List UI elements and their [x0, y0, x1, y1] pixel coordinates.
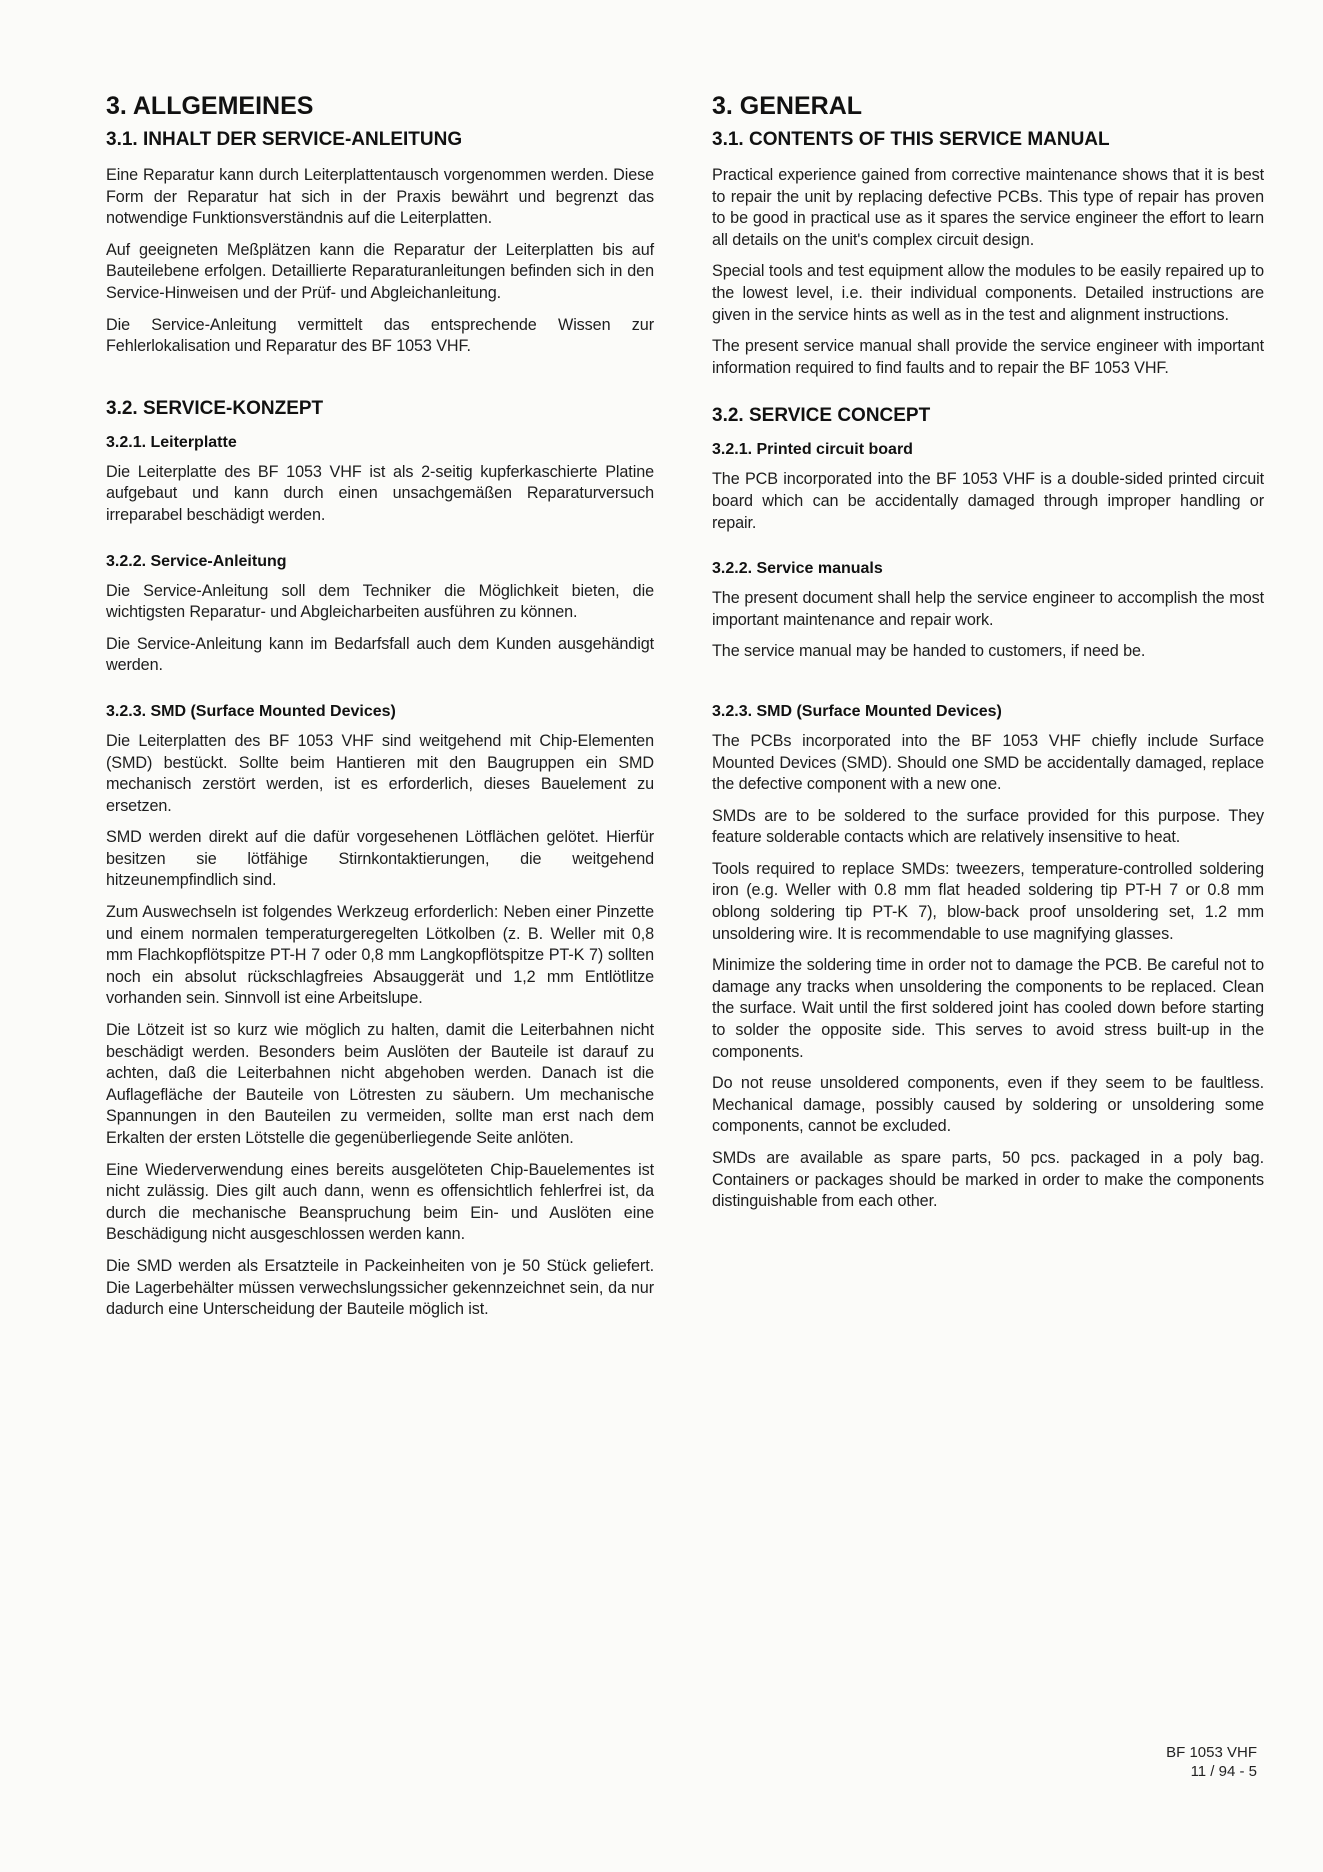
paragraph: SMDs are available as spare parts, 50 pcs. packaged in a poly bag. Containers or packages should be marked in order to make the components distinguishable from each other.	[712, 1149, 1264, 1211]
paragraph: Die Lötzeit ist so kurz wie möglich zu halten, damit die Leiterbahnen nicht beschädigt werden. Besonders beim Auslöten der Bauteile ist darauf zu achten, daß die Leiterbahnen nicht abgehoben werden. Danach ist die Auflagefläche der Bauteile von Lötresten zu säubern. Um mechanische Spannungen in den Bauteilen zu vermeiden, sollte man erst nach dem Erkalten der ersten Lötstelle die gegenüberliegende Seite anlöten.	[106, 1021, 654, 1147]
paragraph: Minimize the soldering time in order not to damage the PCB. Be careful not to damage any tracks when unsoldering the components to be replaced. Clean the surface. Wait until the first soldered joint has cooled down before starting to solder the opposite side. This serves to avoid stress built-up in the components.	[712, 956, 1264, 1061]
subsection-heading: 3.2.2. Service manuals	[712, 560, 883, 578]
paragraph: Tools required to replace SMDs: tweezers, temperature-controlled soldering iron (e.g. Weller with 0.8 mm flat headed soldering tip PT-H 7 or 0.8 mm oblong soldering tip PT-K 7), blow-back proof unsoldering set, 1.2 mm unsoldering wire. It is recommendable to use magnifying glasses.	[712, 859, 1264, 943]
subsection-heading: 3.2.2. Service-Anleitung	[106, 552, 287, 570]
page-number: 11 / 94 - 5	[1190, 1763, 1257, 1780]
subsection-heading: 3.2.1. Printed circuit board	[712, 441, 913, 459]
paragraph: Die Leiterplatte des BF 1053 VHF ist als 2-seitig kupferkaschierte Platine aufgebaut und kann durch einen unsachgemäßen Reparaturversuch irreparabel beschädigt werden.	[106, 462, 654, 524]
section-heading: 3.2. SERVICE CONCEPT	[712, 405, 931, 427]
section-title: 3. ALLGEMEINES	[106, 92, 314, 120]
paragraph: Die SMD werden als Ersatzteile in Packeinheiten von je 50 Stück geliefert. Die Lagerbehälter müssen verwechslungssicher gekennzeichnet sein, da nur dadurch eine Unterscheidung der Bauteile möglich ist.	[106, 1256, 654, 1319]
paragraph: Die Service-Anleitung kann im Bedarfsfall auch dem Kunden ausgehändigt werden.	[106, 634, 654, 675]
paragraph: Eine Wiederverwendung eines bereits ausgelöteten Chip-Bauelementes ist nicht zulässig. Dies gilt auch dann, wenn es offensichtlich fehlerfrei ist, da durch die mechanische Beanspruchung beim Ein- und Auslöten eine Beschädigung nicht ausgeschlossen werden kann.	[106, 1160, 654, 1244]
page-footer	[1166, 1743, 1257, 1781]
section-heading: 3.2. SERVICE-KONZEPT	[106, 397, 324, 419]
paragraph: The PCB incorporated into the BF 1053 VHF is a double-sided printed circuit board which can be accidentally damaged through improper handling or repair.	[712, 470, 1264, 532]
paragraph: Do not reuse unsoldered components, even if they seem to be faultless. Mechanical damage, possibly caused by soldering or unsoldering some components, cannot be excluded.	[712, 1074, 1264, 1136]
paragraph: Auf geeigneten Meßplätzen kann die Reparatur der Leiterplatten bis auf Bauteilebene erfolgen. Detaillierte Reparaturanleitungen befinden sich in den Service-Hinweisen und der Prüf- und Abgleichanleitung.	[106, 240, 654, 302]
subsection-heading: 3.2.3. SMD (Surface Mounted Devices)	[712, 702, 1002, 720]
english-column	[712, 92, 1264, 1223]
section-heading: 3.1. CONTENTS OF THIS SERVICE MANUAL	[712, 129, 1110, 150]
paragraph: The service manual may be handed to customers, if need be.	[712, 642, 1146, 661]
paragraph: Special tools and test equipment allow the modules to be easily repaired up to the lowest level, i.e. their individual components. Detailed instructions are given in the service hints as well as in the test and alignment instructions.	[712, 262, 1264, 324]
paragraph: The present service manual shall provide the service engineer with important information required to find faults and to repair the BF 1053 VHF.	[712, 337, 1264, 377]
paragraph: Die Service-Anleitung soll dem Techniker die Möglichkeit bieten, die wichtigsten Reparatur- und Abgleicharbeiten ausführen zu können.	[106, 581, 654, 622]
german-column	[106, 92, 654, 1331]
paragraph: Die Leiterplatten des BF 1053 VHF sind weitgehend mit Chip-Elementen (SMD) bestückt. Sollte beim Hantieren mit den Baugruppen ein SMD mechanisch zerstört werden, ist es erforderlich, dieses Bauelement zu ersetzen.	[106, 731, 654, 815]
subsection-heading: 3.2.1. Leiterplatte	[106, 433, 237, 451]
paragraph: SMDs are to be soldered to the surface provided for this purpose. They feature solderable contacts which are relatively insensitive to heat.	[712, 806, 1264, 847]
paragraph: SMD werden direkt auf die dafür vorgesehenen Lötflächen gelötet. Hierfür besitzen sie lötfähige Stirnkontaktierungen, die weitgehend hitzeunempfindlich sind.	[106, 828, 654, 890]
paragraph: The present document shall help the service engineer to accomplish the most important maintenance and repair work.	[712, 589, 1264, 629]
section-heading: 3.1. INHALT DER SERVICE-ANLEITUNG	[106, 129, 463, 150]
subsection-heading: 3.2.3. SMD (Surface Mounted Devices)	[106, 702, 396, 720]
paragraph: The PCBs incorporated into the BF 1053 VHF chiefly include Surface Mounted Devices (SMD). Should one SMD be accidentally damaged, replace the defective component with a new one.	[712, 731, 1264, 794]
model-label: BF 1053 VHF	[1166, 1744, 1257, 1761]
section-title: 3. GENERAL	[712, 92, 863, 120]
paragraph: Die Service-Anleitung vermittelt das entsprechende Wissen zur Fehlerlokalisation und Reparatur des BF 1053 VHF.	[106, 315, 654, 356]
paragraph: Eine Reparatur kann durch Leiterplattentausch vorgenommen werden. Diese Form der Reparatur hat sich in der Praxis bewährt und begrenzt das notwendige Funktionsverständnis auf die Leiterplatten.	[106, 166, 654, 228]
paragraph: Zum Auswechseln ist folgendes Werkzeug erforderlich: Neben einer Pinzette und einem normalen temperaturgeregelten Lötkolben (z. B. Weller mit 0,8 mm Flachkopflötspitze PT-H 7 oder 0,8 mm Langkopflötspitze PT-K 7) sollten noch ein absolut rückschlagfreies Absauggerät und 1,2 mm Entlötlitze vorhanden sein. Sinnvoll ist eine Arbeitslupe.	[106, 903, 654, 1008]
paragraph: Practical experience gained from corrective maintenance shows that it is best to repair the unit by replacing defective PCBs. This type of repair has proven to be good in practical use as it spares the service engineer the effort to learn all details on the unit's complex circuit design.	[712, 166, 1264, 249]
